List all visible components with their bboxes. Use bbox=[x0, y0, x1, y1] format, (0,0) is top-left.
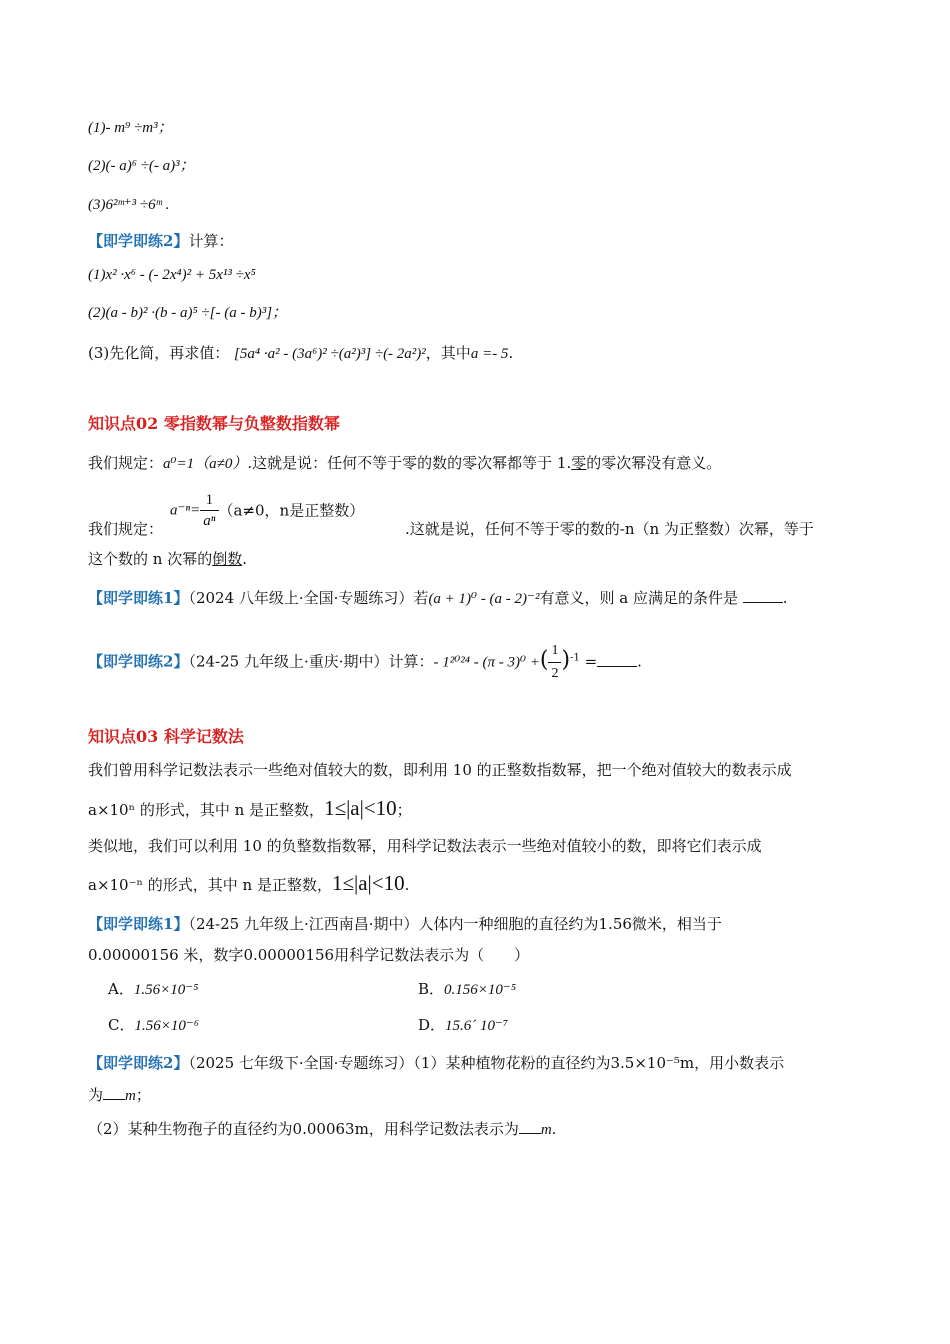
sci-notation-para2-line2: a×10⁻ⁿ 的形式，其中 n 是正整数，1≤|a|<10. bbox=[88, 871, 410, 895]
option-a[interactable]: A．1.56×10⁻⁵ bbox=[108, 980, 199, 998]
answer-blank[interactable] bbox=[103, 1085, 125, 1100]
practice-item-2: (2)(a - b)² ·(b - a)⁵ ÷[- (a - b)³]； bbox=[88, 305, 288, 321]
sci-notation-para2-line1: 类似地，我们可以利用 10 的负整数指数幂，用科学记数法表示一些绝对值较小的数，即将它们表示成 bbox=[88, 837, 762, 855]
section03-practice-2-q2: （2）某种生物孢子的直径约为0.00063m，用科学记数法表示为 m. bbox=[88, 1120, 557, 1138]
practice-item-3: (3)先化简，再求值： [5a⁴ ·a² - (3a⁶)² ÷(a²)³] ÷(- 2a²)²，其中a =- 5. bbox=[88, 344, 514, 362]
answer-blank[interactable] bbox=[519, 1119, 541, 1134]
option-c[interactable]: C．1.56×10⁻⁶ bbox=[108, 1016, 199, 1034]
negative-exponent-rule-text: .这就是说，任何不等于零的数的-n（n 为正整数）次幂，等于 bbox=[405, 520, 814, 538]
section-title-03: 知识点03 科学记数法 bbox=[88, 727, 244, 746]
option-d[interactable]: D．15.6´ 10⁻⁷ bbox=[418, 1016, 509, 1034]
negative-exponent-rule-line2: 这个数的 n 次幂的倒数. bbox=[88, 550, 247, 568]
option-b[interactable]: B．0.156×10⁻⁵ bbox=[418, 980, 517, 998]
section03-practice-2: 【即学即练2】（2025 七年级下·全国·专题练习）（1）某种植物花粉的直径约为3.5×10⁻⁵m，用小数表示 bbox=[88, 1054, 785, 1072]
negative-exponent-rule-label: 我们规定： bbox=[88, 520, 164, 538]
practice-item-1: (1)x² ·x⁶ - (- 2x⁴)² + 5x¹³ ÷x⁵ bbox=[88, 267, 256, 283]
sci-notation-para1-line2: a×10ⁿ 的形式，其中 n 是正整数，1≤|a|<10； bbox=[88, 796, 412, 820]
section03-practice-1-line2: 0.00000156 米，数字0.00000156用科学记数法表示为（ ） bbox=[88, 946, 530, 964]
practice-heading: 【即学即练2】计算： bbox=[88, 232, 234, 250]
section02-practice-2: 【即学即练2】（24-25 九年级上·重庆·期中）计算：- 1²⁰²⁴ - (π - 3)⁰ +( $\frac{1}{2}$ )$^{-1}$ = . bbox=[88, 640, 642, 685]
section03-practice-2-line2: 为 m； bbox=[88, 1086, 151, 1104]
half-fraction: $\frac{1}{2}$ bbox=[548, 640, 561, 685]
zero-exponent-rule: 我们规定：a⁰=1（a≠0）.这就是说：任何不等于零的数的零次幂都等于 1.零的零次幂没有意义。 bbox=[88, 454, 722, 472]
negative-exponent-formula: a⁻ⁿ= $\frac{1}{\text{aⁿ}}$ （a≠0，n是正整数） bbox=[170, 492, 365, 529]
exercise-item-2: (2)(- a)⁶ ÷(- a)³； bbox=[88, 158, 195, 174]
sci-notation-para1-line1: 我们曾用科学记数法表示一些绝对值较大的数，即利用 10 的正整数指数幂，把一个绝对值较大的数表示成 bbox=[88, 761, 792, 779]
reciprocal-fraction: $\frac{1}{\text{aⁿ}}$ bbox=[200, 490, 218, 531]
answer-blank[interactable] bbox=[597, 652, 637, 667]
exercise-item-1: (1)- m⁹ ÷m³； bbox=[88, 120, 173, 136]
section-title-02: 知识点02 零指数幂与负整数指数幂 bbox=[88, 414, 340, 433]
practice-tag: 【即学即练2】 bbox=[88, 232, 189, 250]
section03-practice-1: 【即学即练1】（24-25 九年级上·江西南昌·期中）人体内一种细胞的直径约为1.56微米，相当于 bbox=[88, 915, 722, 933]
section02-practice-1: 【即学即练1】（2024 八年级上·全国·专题练习）若(a + 1)⁰ - (a - 2)⁻²有意义，则 a 应满足的条件是 . bbox=[88, 589, 788, 607]
answer-blank[interactable] bbox=[743, 588, 783, 603]
exercise-item-3: (3)6²ᵐ⁺³ ÷6ᵐ . bbox=[88, 197, 170, 213]
simplify-expression: [5a⁴ ·a² - (3a⁶)² ÷(a²)³] ÷(- 2a²)² bbox=[234, 346, 426, 362]
